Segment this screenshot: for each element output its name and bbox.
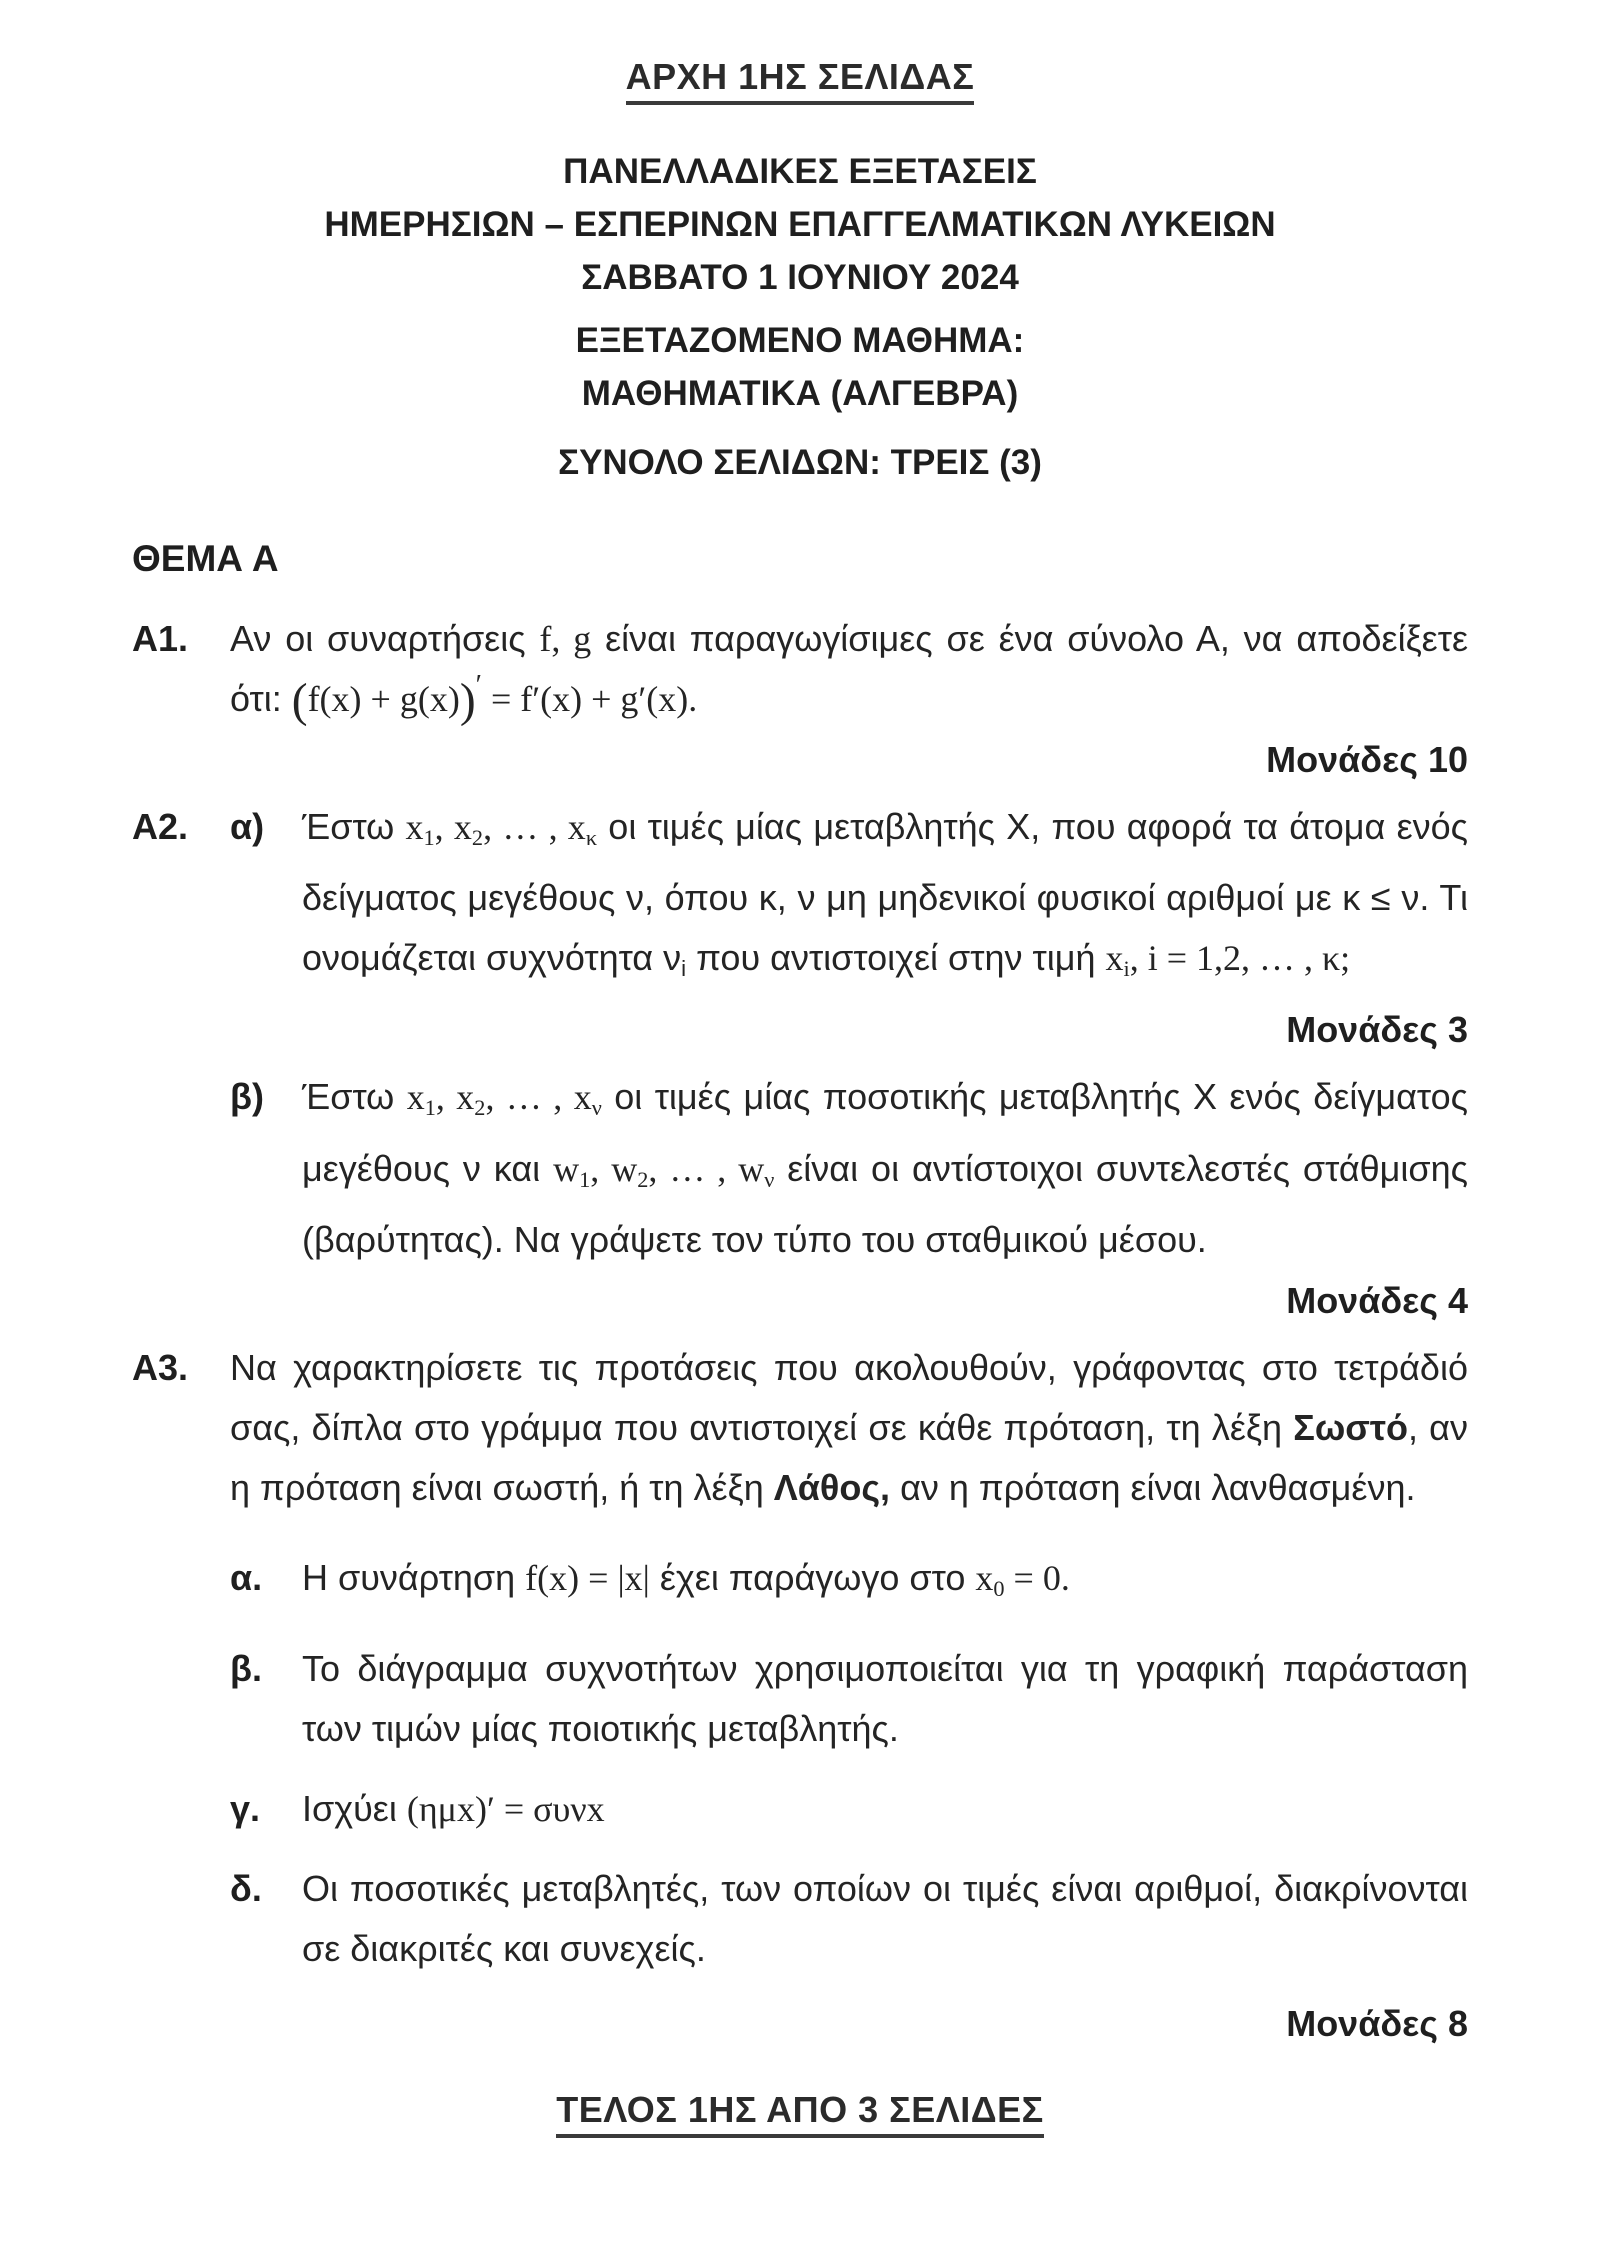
exam-date: ΣΑΒΒΑΤΟ 1 ΙΟΥΝΙΟΥ 2024 — [581, 258, 1019, 297]
question-a2-part-a — [230, 797, 1468, 999]
question-a1-label: Α1. — [132, 618, 189, 659]
statement-c-text: Ισχύει (ημx)′ = συνx — [302, 1788, 605, 1830]
question-a2-part-b-row — [132, 1067, 1468, 1269]
document-header — [132, 145, 1468, 489]
points-a1: Μονάδες 10 — [1266, 739, 1468, 780]
question-a1 — [132, 609, 1468, 729]
question-a2-part-b-label: β) — [230, 1076, 264, 1118]
question-a3-items — [132, 1548, 1468, 1979]
pages-total: ΣΥΝΟΛΟ ΣΕΛΙΔΩΝ: ΤΡΕΙΣ (3) — [558, 443, 1042, 482]
statement-b-label: β. — [230, 1648, 262, 1690]
question-a2-label: Α2. — [132, 806, 189, 847]
question-a2 — [132, 797, 1468, 999]
question-a2-part-b-text: Έστω $x_1$, $x_2$, … , $x_\nu$ οι τιμές μίας ποσοτικής μεταβλητής Χ ενός δείγματος μεγέθους ν και $w_1$, $w_2$, … , $w_\nu$ είναι οι αντίστοιχοι συντελεστές στάθμισης (βαρύτητας). Να γράψετε τον τύπο του σταθμικού μέσου. — [302, 1076, 1468, 1260]
question-a3 — [132, 1338, 1468, 1518]
question-a3-intro: Να χαρακτηρίσετε τις προτάσεις που ακολουθούν, γράφοντας στο τετράδιό σας, δίπλα στο γράμμα που αντιστοιχεί σε κάθε πρόταση, τη λέξη Σωστό, αν η πρόταση είναι σωστή, ή τη λέξη Λάθος, αν η πρόταση είναι λανθασμένη. — [230, 1346, 1468, 1508]
points-a2a: Μονάδες 3 — [1286, 1009, 1468, 1051]
page-start-marker — [132, 56, 1468, 105]
page-start-marker-text: ΑΡΧΗ 1ΗΣ ΣΕΛΙΔΑΣ — [626, 56, 975, 105]
statement-b — [132, 1639, 1468, 1759]
question-a1-text: Αν οι συναρτήσεις f, g είναι παραγωγίσιμες σε ένα σύνολο Α, να αποδείξετε ότι: (f(x) + g(x))′ = f′(x) + g′(x). — [230, 618, 1469, 727]
question-a2-part-a-text: Έστω $x_1$, $x_2$, … , $x_\kappa$ οι τιμές μίας μεταβλητής Χ, που αφορά τα άτομα ενός δείγματος μεγέθους ν, όπου κ, ν μη μηδενικοί φυσικοί αριθμοί με κ ≤ ν. Τι ονομάζεται συχνότητα $\nu_i$ που αντιστοιχεί στην τιμή $x_i$, i = 1,2, … , κ; — [302, 806, 1468, 982]
subject-label: ΕΞΕΤΑΖΟΜΕΝΟ ΜΑΘΗΜΑ: — [575, 321, 1025, 360]
subject-name: ΜΑΘΗΜΑΤΙΚΑ (ΑΛΓΕΒΡΑ) — [581, 374, 1019, 413]
question-a2-part-a-label: α) — [230, 806, 265, 847]
theme-a-title: ΘΕΜΑ Α — [132, 538, 279, 579]
statement-a-text: Η συνάρτηση f(x) = |x| έχει παράγωγο στο $x_0 = 0$. — [302, 1556, 1070, 1602]
page-end-marker-text: ΤΕΛΟΣ 1ΗΣ ΑΠΟ 3 ΣΕΛΙΔΕΣ — [556, 2089, 1044, 2138]
statement-c — [132, 1779, 1468, 1839]
statement-c-label: γ. — [230, 1788, 261, 1830]
exam-schools: ΗΜΕΡΗΣΙΩΝ – ΕΣΠΕΡΙΝΩΝ ΕΠΑΓΓΕΛΜΑΤΙΚΩΝ ΛΥΚΕΙΩΝ — [324, 205, 1276, 244]
question-a3-label: Α3. — [132, 1346, 189, 1388]
statement-d-label: δ. — [230, 1868, 262, 1910]
page-end-marker — [132, 2089, 1468, 2138]
statement-a-label: α. — [230, 1556, 263, 1598]
statement-a — [132, 1548, 1468, 1619]
exam-title: ΠΑΝΕΛΛΑΔΙΚΕΣ ΕΞΕΤΑΣΕΙΣ — [563, 152, 1037, 191]
points-a3: Μονάδες 8 — [1286, 2003, 1468, 2045]
question-a2-part-b — [230, 1067, 1468, 1269]
statement-b-text: Το διάγραμμα συχνοτήτων χρησιμοποιείται για τη γραφική παράσταση των τιμών μίας ποιοτικής μεταβλητής. — [302, 1648, 1468, 1750]
statement-d-text: Οι ποσοτικές μεταβλητές, των οποίων οι τιμές είναι αριθμοί, διακρίνονται σε διακριτές και συνεχείς. — [302, 1868, 1468, 1970]
statement-d — [132, 1859, 1468, 1979]
points-a2b: Μονάδες 4 — [1286, 1279, 1468, 1321]
